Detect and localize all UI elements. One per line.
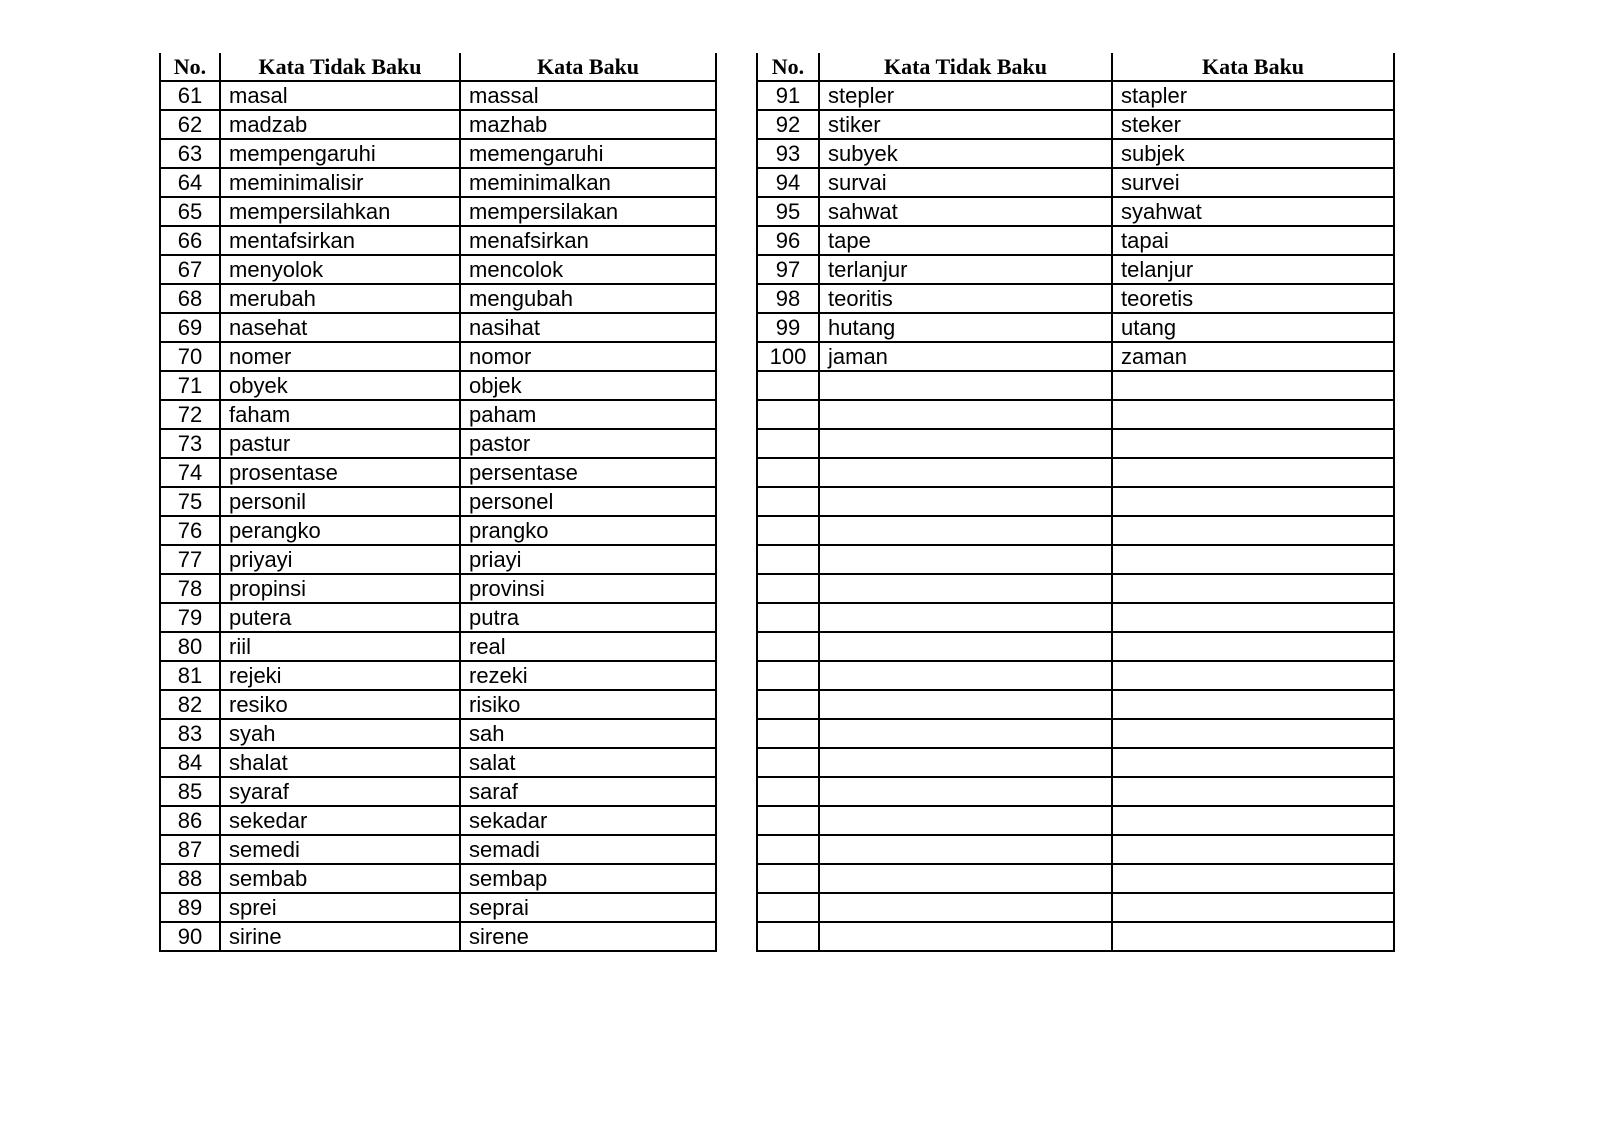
row-number <box>757 690 819 719</box>
row-number: 65 <box>160 197 220 226</box>
kata-baku-cell <box>1112 748 1394 777</box>
kata-tidak-baku-cell <box>819 487 1112 516</box>
kata-baku-cell: nasihat <box>460 313 716 342</box>
table-row <box>757 719 1394 748</box>
kata-tidak-baku-cell <box>819 661 1112 690</box>
kata-baku-cell: sirene <box>460 922 716 951</box>
table-row <box>757 632 1394 661</box>
kata-baku-cell <box>1112 893 1394 922</box>
row-number <box>757 893 819 922</box>
table-row <box>757 922 1394 951</box>
table-row <box>160 110 716 139</box>
row-number: 77 <box>160 545 220 574</box>
table-row <box>160 922 716 951</box>
kata-tidak-baku-cell <box>819 371 1112 400</box>
table-row <box>160 168 716 197</box>
kata-tidak-baku-cell <box>819 429 1112 458</box>
row-number: 92 <box>757 110 819 139</box>
row-number: 97 <box>757 255 819 284</box>
kata-tidak-baku-cell: obyek <box>220 371 460 400</box>
kata-tidak-baku-cell <box>819 893 1112 922</box>
row-number <box>757 661 819 690</box>
table-row <box>160 371 716 400</box>
row-number <box>757 777 819 806</box>
kata-tidak-baku-cell <box>819 545 1112 574</box>
table-row <box>757 400 1394 429</box>
table-row <box>160 690 716 719</box>
kata-tidak-baku-cell: sprei <box>220 893 460 922</box>
kata-tidak-baku-cell: nasehat <box>220 313 460 342</box>
table-row <box>160 748 716 777</box>
word-table-right <box>756 53 1395 952</box>
kata-tidak-baku-cell: propinsi <box>220 574 460 603</box>
row-number <box>757 922 819 951</box>
table-row <box>757 110 1394 139</box>
kata-tidak-baku-cell <box>819 922 1112 951</box>
table-row <box>160 545 716 574</box>
table-row <box>757 806 1394 835</box>
kata-baku-cell <box>1112 458 1394 487</box>
kata-baku-cell: personel <box>460 487 716 516</box>
kata-baku-cell: mazhab <box>460 110 716 139</box>
table-row <box>757 226 1394 255</box>
table-row <box>160 661 716 690</box>
kata-tidak-baku-cell: masal <box>220 81 460 110</box>
kata-tidak-baku-cell: stiker <box>819 110 1112 139</box>
row-number <box>757 632 819 661</box>
table-row <box>757 603 1394 632</box>
row-number: 87 <box>160 835 220 864</box>
kata-baku-cell: teoretis <box>1112 284 1394 313</box>
kata-baku-cell <box>1112 603 1394 632</box>
table-row <box>160 719 716 748</box>
row-number: 69 <box>160 313 220 342</box>
kata-baku-cell: menafsirkan <box>460 226 716 255</box>
row-number <box>757 806 819 835</box>
row-number: 98 <box>757 284 819 313</box>
header-kata-baku: Kata Baku <box>1112 53 1394 81</box>
table-row <box>757 81 1394 110</box>
kata-tidak-baku-cell: syah <box>220 719 460 748</box>
kata-baku-cell: steker <box>1112 110 1394 139</box>
kata-baku-cell: provinsi <box>460 574 716 603</box>
row-number <box>757 487 819 516</box>
kata-baku-cell: nomor <box>460 342 716 371</box>
row-number <box>757 719 819 748</box>
row-number: 99 <box>757 313 819 342</box>
kata-tidak-baku-cell: madzab <box>220 110 460 139</box>
table-row <box>160 516 716 545</box>
kata-baku-cell: semadi <box>460 835 716 864</box>
row-number: 81 <box>160 661 220 690</box>
kata-tidak-baku-cell: sirine <box>220 922 460 951</box>
table-row <box>757 371 1394 400</box>
kata-tidak-baku-cell: jaman <box>819 342 1112 371</box>
kata-tidak-baku-cell <box>819 516 1112 545</box>
kata-baku-cell <box>1112 690 1394 719</box>
kata-baku-cell: massal <box>460 81 716 110</box>
kata-baku-cell: sembap <box>460 864 716 893</box>
row-number: 75 <box>160 487 220 516</box>
kata-tidak-baku-cell <box>819 458 1112 487</box>
table-row <box>160 777 716 806</box>
kata-baku-cell <box>1112 632 1394 661</box>
kata-tidak-baku-cell: priyayi <box>220 545 460 574</box>
kata-tidak-baku-cell: mempersilahkan <box>220 197 460 226</box>
table-row <box>757 139 1394 168</box>
row-number: 82 <box>160 690 220 719</box>
kata-tidak-baku-cell: merubah <box>220 284 460 313</box>
kata-tidak-baku-cell: terlanjur <box>819 255 1112 284</box>
row-number <box>757 429 819 458</box>
table-row <box>757 661 1394 690</box>
table-row <box>757 197 1394 226</box>
table-row <box>160 487 716 516</box>
kata-tidak-baku-cell: sekedar <box>220 806 460 835</box>
kata-baku-cell <box>1112 516 1394 545</box>
kata-tidak-baku-cell: stepler <box>819 81 1112 110</box>
row-number: 66 <box>160 226 220 255</box>
kata-baku-cell: sekadar <box>460 806 716 835</box>
table-row <box>160 458 716 487</box>
kata-baku-cell <box>1112 371 1394 400</box>
kata-tidak-baku-cell: menyolok <box>220 255 460 284</box>
table-row <box>757 284 1394 313</box>
kata-baku-cell: prangko <box>460 516 716 545</box>
kata-baku-cell <box>1112 661 1394 690</box>
row-number: 90 <box>160 922 220 951</box>
kata-baku-cell <box>1112 574 1394 603</box>
row-number <box>757 458 819 487</box>
table-row <box>757 168 1394 197</box>
row-number: 73 <box>160 429 220 458</box>
kata-tidak-baku-cell <box>819 400 1112 429</box>
kata-tidak-baku-cell <box>819 748 1112 777</box>
table-row <box>160 632 716 661</box>
row-number: 100 <box>757 342 819 371</box>
row-number: 86 <box>160 806 220 835</box>
table-row <box>757 864 1394 893</box>
table-row <box>160 226 716 255</box>
table-row <box>757 690 1394 719</box>
kata-tidak-baku-cell: personil <box>220 487 460 516</box>
kata-baku-cell: priayi <box>460 545 716 574</box>
header-kata-tidak-baku: Kata Tidak Baku <box>819 53 1112 81</box>
kata-baku-cell <box>1112 806 1394 835</box>
row-number: 80 <box>160 632 220 661</box>
table-row <box>757 835 1394 864</box>
row-number: 68 <box>160 284 220 313</box>
kata-baku-cell: pastor <box>460 429 716 458</box>
kata-baku-cell <box>1112 545 1394 574</box>
row-number <box>757 371 819 400</box>
row-number <box>757 516 819 545</box>
kata-baku-cell: mengubah <box>460 284 716 313</box>
header-row <box>757 53 1394 81</box>
table-row <box>757 748 1394 777</box>
kata-tidak-baku-cell: sahwat <box>819 197 1112 226</box>
row-number <box>757 574 819 603</box>
header-no: No. <box>160 53 220 81</box>
row-number: 95 <box>757 197 819 226</box>
kata-baku-cell: salat <box>460 748 716 777</box>
table-row <box>160 400 716 429</box>
kata-baku-cell: memengaruhi <box>460 139 716 168</box>
kata-tidak-baku-cell <box>819 835 1112 864</box>
kata-tidak-baku-cell: prosentase <box>220 458 460 487</box>
kata-tidak-baku-cell: syaraf <box>220 777 460 806</box>
kata-tidak-baku-cell: riil <box>220 632 460 661</box>
kata-tidak-baku-cell <box>819 632 1112 661</box>
kata-baku-cell: putra <box>460 603 716 632</box>
table-row <box>160 893 716 922</box>
row-number: 62 <box>160 110 220 139</box>
table-row <box>757 342 1394 371</box>
kata-baku-cell <box>1112 429 1394 458</box>
row-number: 91 <box>757 81 819 110</box>
kata-baku-cell: real <box>460 632 716 661</box>
kata-tidak-baku-cell: pastur <box>220 429 460 458</box>
kata-tidak-baku-cell: faham <box>220 400 460 429</box>
kata-tidak-baku-cell: sembab <box>220 864 460 893</box>
row-number: 72 <box>160 400 220 429</box>
word-table-left <box>159 53 717 952</box>
row-number: 93 <box>757 139 819 168</box>
row-number: 71 <box>160 371 220 400</box>
row-number: 78 <box>160 574 220 603</box>
kata-baku-cell <box>1112 400 1394 429</box>
table-row <box>160 284 716 313</box>
kata-baku-cell: seprai <box>460 893 716 922</box>
kata-tidak-baku-cell <box>819 806 1112 835</box>
row-number: 64 <box>160 168 220 197</box>
table-row <box>757 574 1394 603</box>
table-row <box>160 603 716 632</box>
table-row <box>160 574 716 603</box>
table-row <box>160 806 716 835</box>
header-kata-tidak-baku: Kata Tidak Baku <box>220 53 460 81</box>
table-row <box>757 429 1394 458</box>
kata-tidak-baku-cell: shalat <box>220 748 460 777</box>
row-number: 70 <box>160 342 220 371</box>
header-kata-baku: Kata Baku <box>460 53 716 81</box>
kata-baku-cell: zaman <box>1112 342 1394 371</box>
kata-tidak-baku-cell: nomer <box>220 342 460 371</box>
table-row <box>757 313 1394 342</box>
kata-tidak-baku-cell: teoritis <box>819 284 1112 313</box>
header-row <box>160 53 716 81</box>
row-number <box>757 835 819 864</box>
table-row <box>757 255 1394 284</box>
table-row <box>160 81 716 110</box>
row-number <box>757 603 819 632</box>
kata-tidak-baku-cell <box>819 719 1112 748</box>
kata-tidak-baku-cell <box>819 603 1112 632</box>
table-row <box>160 342 716 371</box>
row-number <box>757 748 819 777</box>
kata-baku-cell: mempersilakan <box>460 197 716 226</box>
kata-tidak-baku-cell <box>819 777 1112 806</box>
table-row <box>160 197 716 226</box>
row-number <box>757 400 819 429</box>
table-row <box>757 545 1394 574</box>
kata-tidak-baku-cell: meminimalisir <box>220 168 460 197</box>
row-number: 76 <box>160 516 220 545</box>
kata-baku-cell: survei <box>1112 168 1394 197</box>
kata-baku-cell: mencolok <box>460 255 716 284</box>
table-row <box>757 893 1394 922</box>
table-row <box>160 139 716 168</box>
table-row <box>160 835 716 864</box>
kata-baku-cell <box>1112 835 1394 864</box>
kata-baku-cell <box>1112 864 1394 893</box>
table-row <box>160 429 716 458</box>
kata-tidak-baku-cell <box>819 574 1112 603</box>
row-number: 61 <box>160 81 220 110</box>
row-number: 67 <box>160 255 220 284</box>
row-number: 96 <box>757 226 819 255</box>
row-number: 85 <box>160 777 220 806</box>
kata-baku-cell: paham <box>460 400 716 429</box>
kata-tidak-baku-cell: resiko <box>220 690 460 719</box>
kata-baku-cell: sah <box>460 719 716 748</box>
kata-baku-cell <box>1112 487 1394 516</box>
header-no: No. <box>757 53 819 81</box>
row-number: 88 <box>160 864 220 893</box>
kata-tidak-baku-cell: perangko <box>220 516 460 545</box>
kata-tidak-baku-cell: subyek <box>819 139 1112 168</box>
row-number <box>757 545 819 574</box>
table-row <box>160 864 716 893</box>
kata-baku-cell: subjek <box>1112 139 1394 168</box>
row-number: 89 <box>160 893 220 922</box>
kata-baku-cell: tapai <box>1112 226 1394 255</box>
kata-tidak-baku-cell: rejeki <box>220 661 460 690</box>
kata-tidak-baku-cell: survai <box>819 168 1112 197</box>
kata-tidak-baku-cell: hutang <box>819 313 1112 342</box>
row-number: 79 <box>160 603 220 632</box>
kata-baku-cell <box>1112 719 1394 748</box>
table-row <box>757 516 1394 545</box>
row-number: 63 <box>160 139 220 168</box>
kata-tidak-baku-cell <box>819 864 1112 893</box>
kata-baku-cell <box>1112 777 1394 806</box>
kata-baku-cell: risiko <box>460 690 716 719</box>
table-row <box>757 777 1394 806</box>
kata-baku-cell <box>1112 922 1394 951</box>
row-number <box>757 864 819 893</box>
kata-tidak-baku-cell: mempengaruhi <box>220 139 460 168</box>
kata-baku-cell: telanjur <box>1112 255 1394 284</box>
row-number: 83 <box>160 719 220 748</box>
kata-baku-cell: syahwat <box>1112 197 1394 226</box>
kata-tidak-baku-cell <box>819 690 1112 719</box>
kata-tidak-baku-cell: tape <box>819 226 1112 255</box>
kata-baku-cell: saraf <box>460 777 716 806</box>
row-number: 74 <box>160 458 220 487</box>
kata-baku-cell: rezeki <box>460 661 716 690</box>
kata-baku-cell: meminimalkan <box>460 168 716 197</box>
kata-baku-cell: persentase <box>460 458 716 487</box>
row-number: 84 <box>160 748 220 777</box>
table-row <box>160 255 716 284</box>
table-row <box>757 487 1394 516</box>
kata-tidak-baku-cell: semedi <box>220 835 460 864</box>
kata-baku-cell: stapler <box>1112 81 1394 110</box>
kata-tidak-baku-cell: putera <box>220 603 460 632</box>
kata-tidak-baku-cell: mentafsirkan <box>220 226 460 255</box>
table-row <box>757 458 1394 487</box>
kata-baku-cell: objek <box>460 371 716 400</box>
kata-baku-cell: utang <box>1112 313 1394 342</box>
table-row <box>160 313 716 342</box>
row-number: 94 <box>757 168 819 197</box>
